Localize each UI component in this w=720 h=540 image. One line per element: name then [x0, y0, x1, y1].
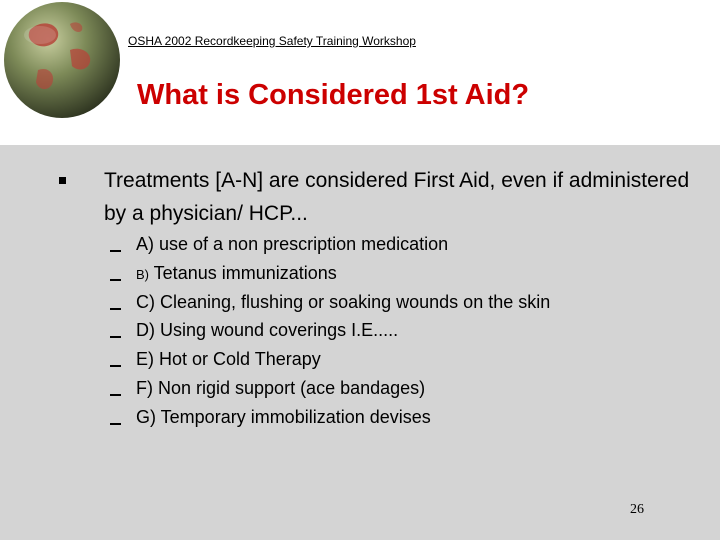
workshop-label: OSHA 2002 Recordkeeping Safety Training Workshop	[128, 34, 416, 48]
globe-image	[0, 0, 128, 128]
dash-bullet	[110, 250, 121, 252]
dash-bullet	[110, 279, 121, 281]
item-text: C) Cleaning, flushing or soaking wounds on the skin	[136, 291, 551, 312]
item-text: A) use of a non prescription medication	[136, 234, 449, 254]
main-bullet-text: Treatments [A-N] are considered First Aid, even if administered by a physician/ HCP...	[104, 169, 690, 225]
item-prefix: B)	[136, 266, 149, 282]
dash-bullet	[110, 336, 121, 338]
dash-bullet	[110, 423, 121, 425]
slide-title: What is Considered 1st Aid?	[137, 79, 530, 111]
bullet-square	[59, 177, 66, 184]
item-text: E) Hot or Cold Therapy	[136, 349, 321, 370]
dash-bullet	[110, 394, 121, 396]
item-text: Tetanus immunizations	[149, 262, 337, 283]
dash-bullet	[110, 308, 121, 310]
item-text: F) Non rigid support (ace bandages)	[136, 377, 426, 398]
dash-bullet	[110, 365, 121, 367]
item-text: D) Using wound coverings I.E.....	[136, 320, 399, 341]
item-text: G) Temporary immobilization devises	[136, 406, 431, 427]
page-number: 26	[630, 502, 644, 517]
